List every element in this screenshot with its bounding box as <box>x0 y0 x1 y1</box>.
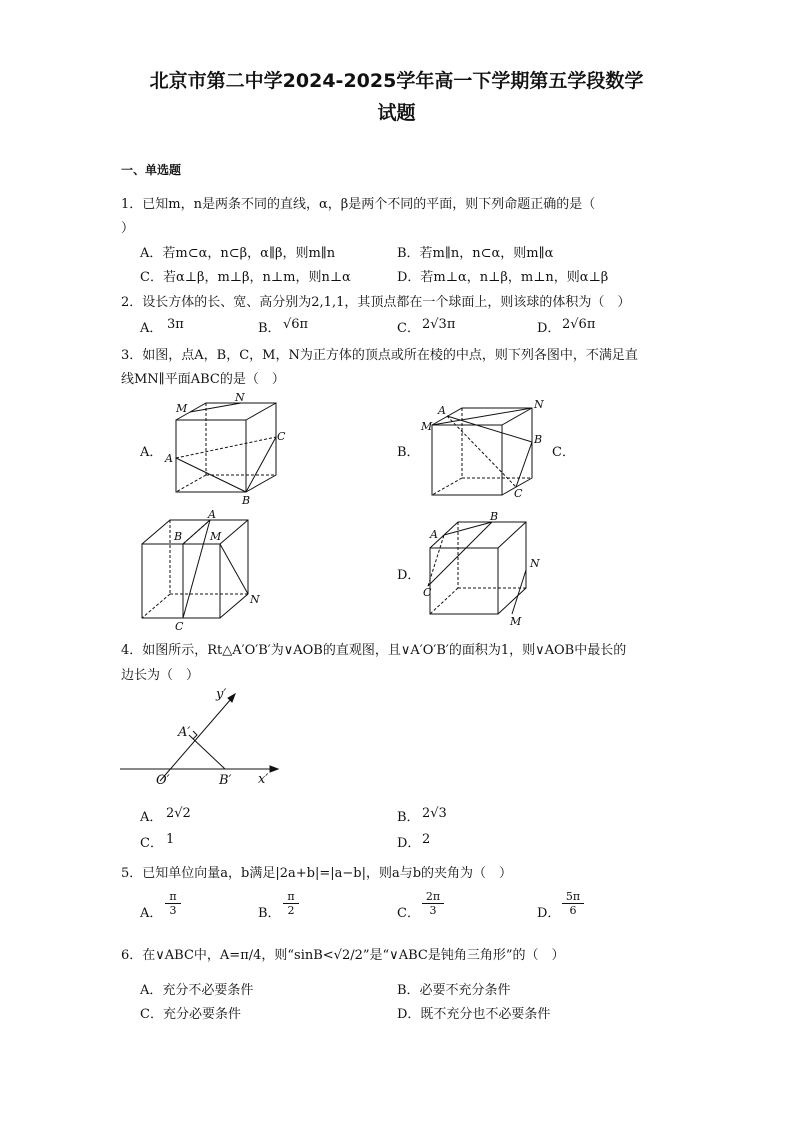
page-title-line1: 北京市第二中学2024-2025学年高一下学期第五学段数学 <box>149 70 644 92</box>
q3-stem-line1: 3．如图，点A，B，C，M，N为正方体的顶点或所在棱的中点，则下列各图中，不满足直 <box>121 348 638 363</box>
q5-stem: 5．已知单位向量a，b满足|2a+b|=|a−b|，则a与b的夹角为（ ） <box>121 866 513 881</box>
label-o-prime: O′ <box>156 773 170 788</box>
q4-option-c-label[interactable]: C． <box>140 836 163 851</box>
label-b: B <box>242 494 251 507</box>
q3-option-d[interactable]: D． <box>397 568 421 583</box>
q6-option-b[interactable]: B．必要不充分条件 <box>397 983 511 998</box>
label-c: C <box>175 620 184 633</box>
label-a-prime: A′ <box>178 725 191 740</box>
q3-option-a[interactable]: A． <box>140 445 163 460</box>
q2-option-c-label[interactable]: C． <box>397 321 420 336</box>
q2-option-b-value: √6π <box>283 317 309 332</box>
q2-option-d-label[interactable]: D． <box>537 321 561 336</box>
label-m: M <box>210 530 222 543</box>
q2-option-c-value: 2√3π <box>422 317 456 332</box>
q4-option-a-label[interactable]: A． <box>140 810 163 825</box>
q4-option-b-value: 2√3 <box>422 806 447 821</box>
fraction-numerator: π <box>165 890 181 904</box>
label-a: A <box>438 404 446 417</box>
q4-option-d-label[interactable]: D． <box>397 836 421 851</box>
q2-option-b-label[interactable]: B． <box>258 321 281 336</box>
q5-option-c-value <box>422 890 444 917</box>
fraction-numerator: π <box>283 890 299 904</box>
label-n: N <box>250 593 260 606</box>
q1-stem-line2: ） <box>121 221 135 236</box>
label-b-prime: B′ <box>219 773 232 788</box>
q6-option-d[interactable]: D．既不充分也不必要条件 <box>397 1007 551 1022</box>
label-b: B <box>534 433 543 446</box>
q1-option-b[interactable]: B．若m∥n，n⊂α，则m∥α <box>397 246 554 261</box>
cube-figure-b <box>418 395 558 505</box>
label-m: M <box>510 615 522 628</box>
label-a: A <box>208 508 216 521</box>
q6-option-a[interactable]: A．充分不必要条件 <box>140 983 254 998</box>
cube-figure-a <box>160 388 290 508</box>
q5-option-d-value <box>562 890 584 917</box>
q2-option-a-label[interactable]: A． <box>140 321 163 336</box>
label-n: N <box>530 557 540 570</box>
q5-option-a-label[interactable]: A． <box>140 906 163 921</box>
fraction-denominator: 2 <box>287 904 295 917</box>
label-c: C <box>423 586 432 599</box>
q6-stem: 6．在∨ABC中，A=π/4，则“sinB<√2/2”是“∨ABC是钝角三角形”的（ ） <box>121 948 565 963</box>
q1-option-a[interactable]: A．若m⊂α，n⊂β，α∥β，则m∥n <box>140 246 336 261</box>
oblique-axes-figure <box>118 686 288 796</box>
q3-option-b[interactable]: B． <box>397 445 420 460</box>
label-y-prime: y′ <box>216 687 227 702</box>
cube-figure-c <box>128 508 268 633</box>
q1-option-c[interactable]: C．若α⊥β，m⊥β，n⊥m，则n⊥α <box>140 270 351 285</box>
label-a: A <box>165 452 173 465</box>
label-b: B <box>174 530 183 543</box>
fraction-numerator: 5π <box>562 890 584 904</box>
label-n: N <box>534 398 544 411</box>
q5-option-a-value <box>165 890 181 917</box>
label-c: C <box>514 487 523 500</box>
q5-option-b-value <box>283 890 299 917</box>
q2-option-a-value: 3π <box>167 317 184 332</box>
q5-option-c-label[interactable]: C． <box>397 906 420 921</box>
cube-figure-d <box>418 510 558 630</box>
q2-option-d-value: 2√6π <box>562 317 596 332</box>
fraction-denominator: 6 <box>569 904 577 917</box>
q3-stem-line2: 线MN∥平面ABC的是（ ） <box>121 372 285 387</box>
fraction-numerator: 2π <box>422 890 444 904</box>
q6-option-c[interactable]: C．充分必要条件 <box>140 1007 241 1022</box>
q4-stem-line1: 4．如图所示，Rt△A′O′B′为∨AOB的直观图，且∨A′O′B′的面积为1，则∨AOB中最长的 <box>121 643 627 658</box>
q4-stem-line2: 边长为（ ） <box>121 668 200 683</box>
label-b: B <box>490 510 499 523</box>
q5-option-b-label[interactable]: B． <box>258 906 281 921</box>
section-heading: 一、单选题 <box>121 163 182 177</box>
label-m: M <box>176 402 188 415</box>
q5-option-d-label[interactable]: D． <box>537 906 561 921</box>
label-a: A <box>430 528 438 541</box>
label-x-prime: x′ <box>258 772 269 787</box>
q2-stem: 2．设长方体的长、宽、高分别为2,1,1，其顶点都在一个球面上，则该球的体积为（ ） <box>121 295 631 310</box>
label-m: M <box>421 420 433 433</box>
fraction-denominator: 3 <box>169 904 177 917</box>
q4-option-b-label[interactable]: B． <box>397 810 420 825</box>
label-n: N <box>235 391 245 404</box>
q4-option-c-value: 1 <box>166 832 175 847</box>
q4-option-a-value: 2√2 <box>166 806 191 821</box>
q1-option-d[interactable]: D．若m⊥α，n⊥β，m⊥n，则α⊥β <box>397 270 609 285</box>
fraction-denominator: 3 <box>429 904 437 917</box>
page-title-line2: 试题 <box>377 102 416 124</box>
label-c: C <box>277 430 286 443</box>
q3-option-c[interactable]: C． <box>552 445 575 460</box>
q1-stem-line1: 1．已知m，n是两条不同的直线，α，β是两个不同的平面，则下列命题正确的是（ <box>121 197 596 212</box>
q4-option-d-value: 2 <box>422 832 431 847</box>
